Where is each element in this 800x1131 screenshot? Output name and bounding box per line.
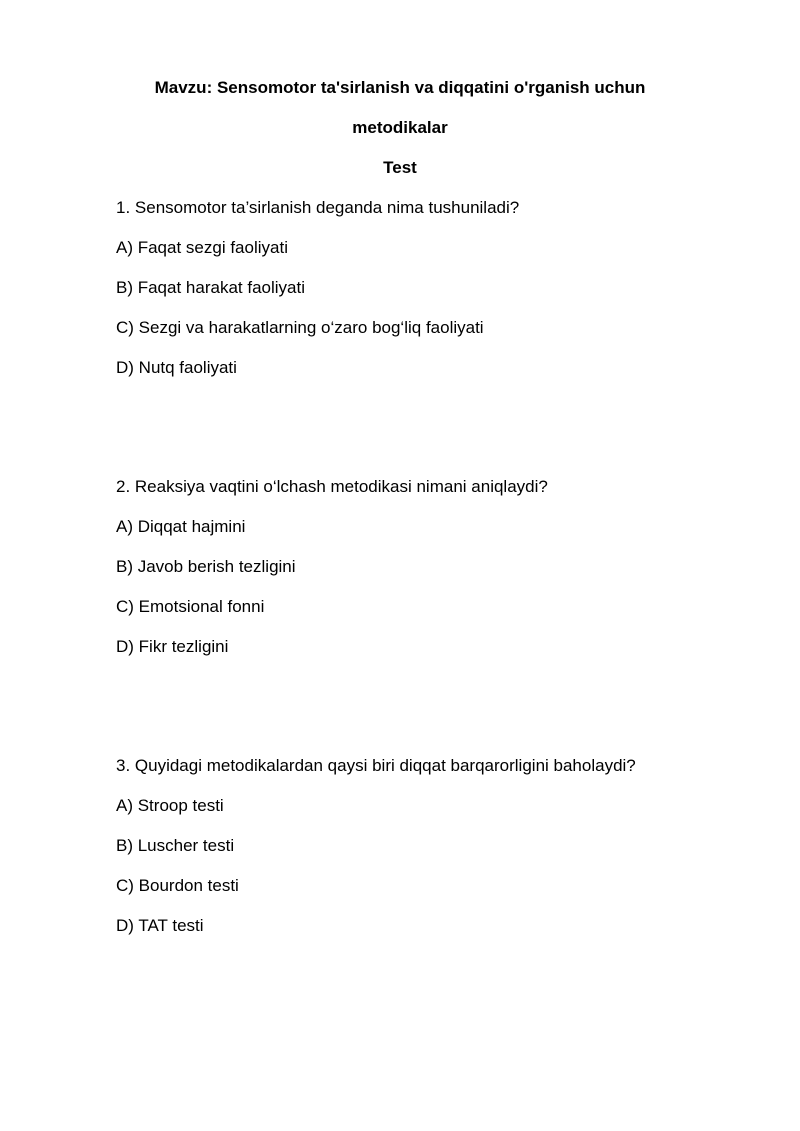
answer-option-a: A) Diqqat hajmini xyxy=(116,517,246,536)
question-block-1 xyxy=(116,198,756,398)
question-text: 3. Quyidagi metodikalardan qaysi biri diqqat barqarorligini baholaydi? xyxy=(116,756,636,775)
answer-option-c: C) Sezgi va harakatlarning o‘zaro bog‘liq faoliyati xyxy=(116,318,484,337)
answer-option-d: D) Fikr tezligini xyxy=(116,637,229,656)
question-block-3 xyxy=(116,756,756,956)
question-block-2 xyxy=(116,477,756,677)
document-title: Mavzu: Sensomotor ta'sirlanish va diqqatini o'rganish uchun xyxy=(154,78,646,97)
answer-option-d: D) Nutq faoliyati xyxy=(116,358,237,377)
answer-option-b: B) Faqat harakat faoliyati xyxy=(116,278,305,297)
answer-option-c: C) Bourdon testi xyxy=(116,876,239,895)
answer-option-c: C) Emotsional fonni xyxy=(116,597,265,616)
answer-option-b: B) Luscher testi xyxy=(116,836,235,855)
answer-option-a: A) Faqat sezgi faoliyati xyxy=(116,238,288,257)
question-text: 1. Sensomotor ta’sirlanish deganda nima tushuniladi? xyxy=(116,198,520,217)
answer-option-a: A) Stroop testi xyxy=(116,796,224,815)
document-subtitle: Test xyxy=(383,158,417,177)
answer-option-d: D) TAT testi xyxy=(116,916,204,935)
document-title-continuation: metodikalar xyxy=(352,118,448,137)
question-text: 2. Reaksiya vaqtini o‘lchash metodikasi nimani aniqlaydi? xyxy=(116,477,548,496)
answer-option-b: B) Javob berish tezligini xyxy=(116,557,296,576)
